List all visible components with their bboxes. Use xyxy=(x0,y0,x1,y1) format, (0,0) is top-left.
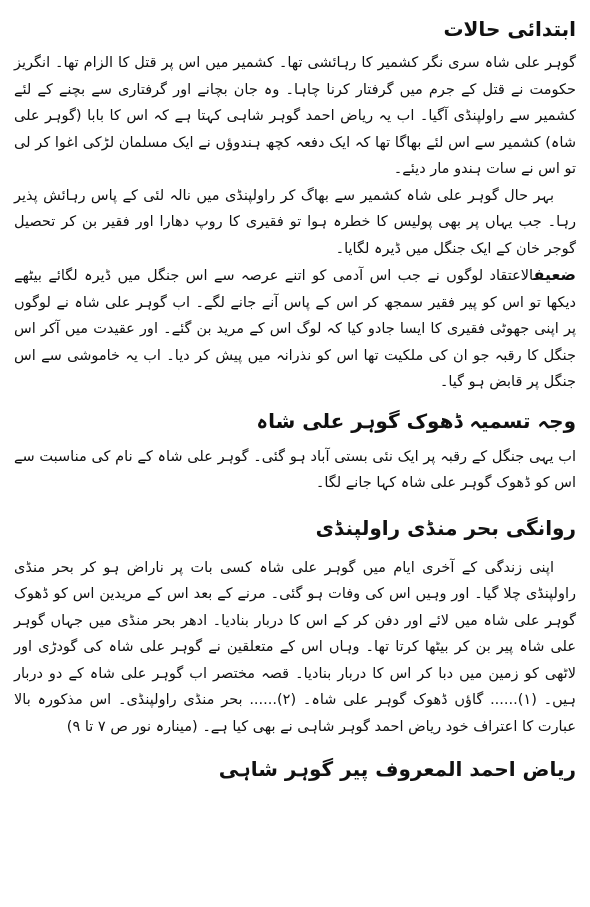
paragraph-text: اپنی زندگی کے آخری ایام میں گوہر علی شاہ کسی بات پر ناراض ہو کر بحر منڈی راولپنڈی چلا گیا۔ اور وہیں اس کی وفات ہو گئی۔ مرنے کے بعد اس کے مریدین اس کو ڈھوک گوہر علی شاہ میں لائے اور دفن کر کے اس کا دربار بنادیا۔ ادھر بحر منڈی میں جہاں گوہر علی شاہ پیر بن کر بیٹھا کرتا تھا۔ وہاں اس کے متعلقین نے گوہر علی شاہ کی گودڑی اور لاٹھی کو زمین میں دبا کر اس کا دربار بنادیا۔ قصہ مختصر اب گوہر علی شاہ کے دو دربار ہیں۔ (۱)...... گاؤں ڈھوک گوہر علی شاہ۔ (۲)...... بحر منڈی راولپنڈی۔ اس مذکورہ بالا عبارت کا اعتراف خود ریاض احمد گوہر شاہی نے بھی کیا ہے۔ xyxy=(14,559,576,735)
paragraph-early-life xyxy=(14,50,576,183)
paragraph-text: اب یہی جنگل کے رقبہ پر ایک نئی بستی آباد ہو گئی۔ گوہر علی شاہ کے نام کی مناسبت سے اس کو ڈھوک گوہر علی شاہ کہا جانے لگا۔ xyxy=(14,448,576,491)
paragraph-departure xyxy=(14,555,576,741)
section-heading-riaz-ahmed: ریاض احمد المعروف پیر گوہر شاہی xyxy=(218,757,576,781)
bold-word: ضعیف xyxy=(533,265,576,284)
paragraph-text: الاعتقاد لوگوں نے جب اس آدمی کو اتنے عرصہ سے اس جنگل میں ڈیرہ لگائے بیٹھے دیکھا تو اس کو پیر فقیر سمجھ کر اس کے پاس آنے جانے لگے۔ اب گوہر علی شاہ نے لوگوں پر اپنی جھوٹی فقیری کا ایسا جادو کیا کہ لوگ اس کے مرید بن گئے۔ اور عقیدت میں آکر اس جنگل کا رقبہ جو ان کی ملکیت تھا اس کو نذرانہ میں پیش کر دیا۔ اب یہ خاموشی سے اس جنگل پر قابض ہو گیا۔ xyxy=(14,268,576,390)
section-heading-departure: روانگی بحر منڈی راولپنڈی xyxy=(315,515,576,540)
paragraph-text: بہر حال گوہر علی شاہ کشمیر سے بھاگ کر راولپنڈی میں نالہ لئی کے پاس رہائش پذیر رہا۔ جب یہاں پر بھی پولیس کا خطرہ ہوا تو فقیری کا روپ دھارا اور فقیر بن کر تحصیل گوجر خان کے ایک جنگل میں ڈیرہ لگایا۔ xyxy=(14,187,576,257)
section-heading-early-life: ابتدائی حالات xyxy=(443,17,576,41)
section-heading-naming: وجہ تسمیہ ڈھوک گوہر علی شاہ xyxy=(256,408,576,433)
paragraph-naming xyxy=(14,444,576,497)
citation: (مینارہ نور ص ۷ تا ۹) xyxy=(66,718,198,735)
paragraph-fleeing xyxy=(14,183,576,263)
paragraph-followers xyxy=(14,262,576,396)
paragraph-text: گوہر علی شاہ سری نگر کشمیر کا رہائشی تھا۔ کشمیر میں اس پر قتل کا الزام تھا۔ انگریز حکومت نے قتل کے جرم میں گرفتار کرنا چاہا۔ وہ جان بچانے اور گرفتاری سے بچنے کے لئے کشمیر سے راولپنڈی آگیا۔ اب یہ ریاض احمد گوہر شاہی کہتا ہے کہ اس کا بابا (گوہر علی شاہ) کشمیر سے اس لئے بھاگا تھا کہ ایک دفعہ کچھ ہندوؤں نے ایک مسلمان لڑکی اغوا کر لی تو اس نے سات ہندو مار دیئے۔ xyxy=(14,55,576,177)
